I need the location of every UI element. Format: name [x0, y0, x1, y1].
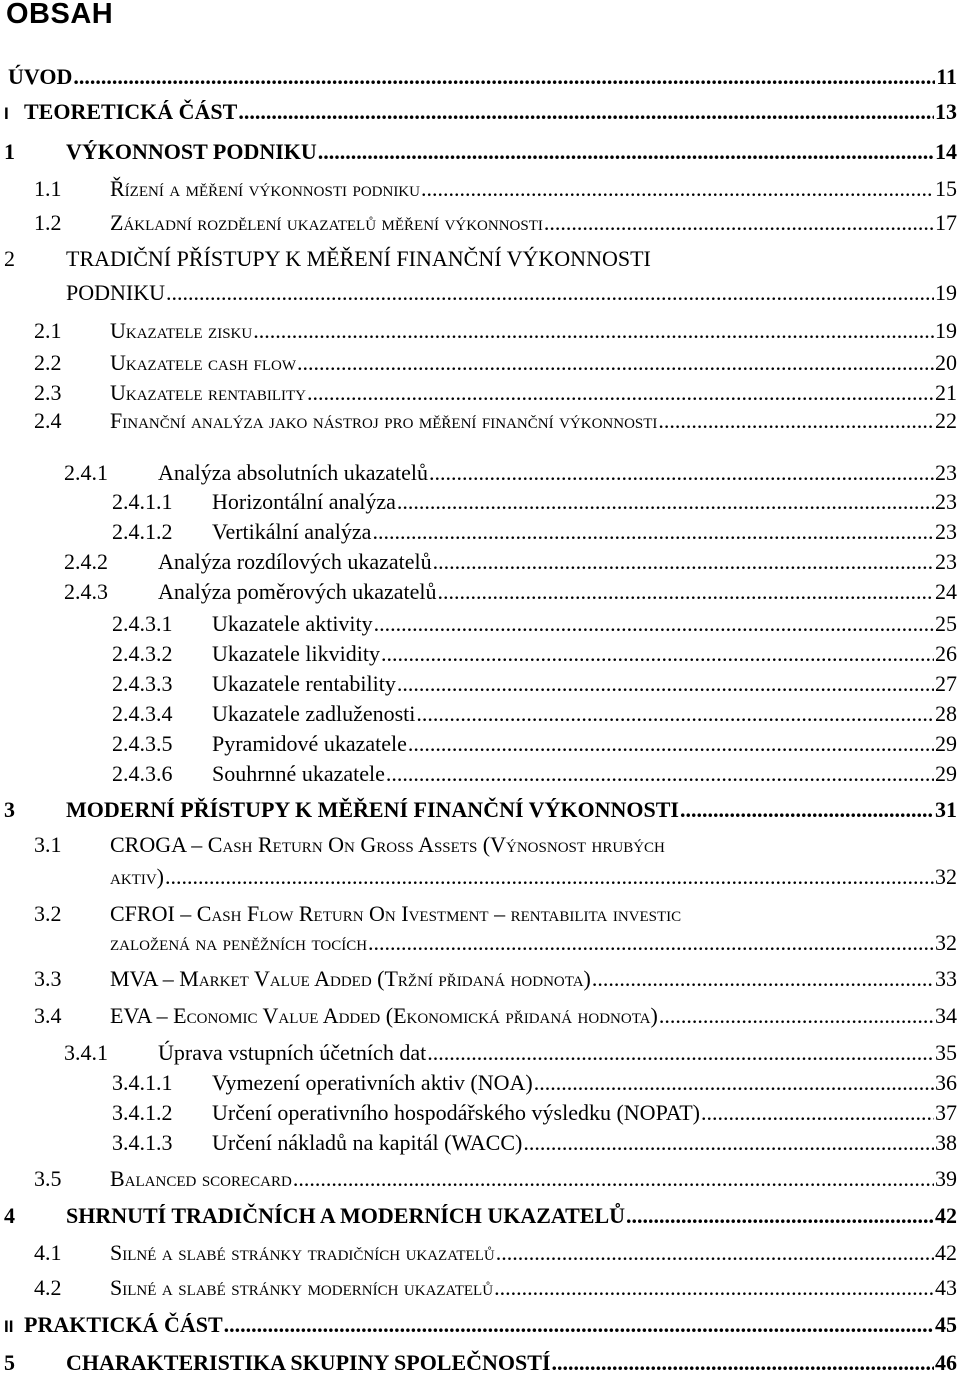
toc-entry-number: 5 — [4, 1350, 15, 1375]
toc-entry-number: 3.4.1.2 — [112, 1100, 173, 1125]
toc-entry-3-5[interactable] — [34, 1166, 957, 1192]
toc-entry-number: 3.1 — [34, 832, 62, 857]
toc-entry-number: 1 — [4, 139, 15, 164]
dot-leader — [397, 671, 934, 697]
toc-entry-i[interactable] — [4, 99, 957, 127]
toc-entry-page-number: 24 — [935, 579, 957, 604]
toc-entry-2-4-3-5[interactable] — [112, 731, 957, 757]
dot-leader — [408, 731, 934, 757]
toc-entry-page-number: 23 — [935, 519, 957, 544]
toc-entry-number: 2.3 — [34, 380, 62, 405]
toc-entry-title: Ukazatele zadluženosti — [212, 701, 416, 726]
toc-entry-number: 3.5 — [34, 1166, 62, 1191]
toc-entry-2-4-3-2[interactable] — [112, 641, 957, 667]
toc-entry-3[interactable] — [4, 797, 957, 823]
dot-leader — [438, 579, 934, 605]
toc-entry-number: II — [4, 1317, 14, 1336]
toc-entry-title: CROGA – Cash Return On Gross Assets (Výnosnost hrubých — [110, 832, 665, 857]
toc-entry-number: 1.1 — [34, 176, 62, 201]
dot-leader — [397, 489, 934, 515]
toc-entry-page-number: 11 — [936, 64, 957, 89]
toc-entry-number: 2.4.1 — [64, 460, 108, 485]
toc-entry-title: Vertikální analýza — [212, 519, 372, 544]
toc-entry-2-4-3-6[interactable] — [112, 761, 957, 787]
toc-entry-page-number: 27 — [935, 671, 957, 696]
dot-leader — [429, 460, 934, 486]
toc-entry-page-number: 32 — [935, 864, 957, 889]
toc-entry-number: 1.2 — [34, 210, 62, 235]
toc-entry-number: 2 — [4, 246, 15, 271]
toc-entry-2-4-1-2[interactable] — [112, 519, 957, 545]
toc-entry-first-line — [34, 901, 681, 927]
toc-entry-page-number: 23 — [935, 489, 957, 514]
toc-entry-page-number: 26 — [935, 641, 957, 666]
toc-entry-page-number: 43 — [935, 1275, 957, 1300]
toc-entry-3-4-1-1[interactable] — [112, 1070, 957, 1096]
toc-entry-number: 2.4.3.4 — [112, 701, 173, 726]
toc-entry-title: SHRNUTÍ TRADIČNÍCH A MODERNÍCH UKAZATELŮ — [66, 1203, 626, 1228]
toc-entry-page-number: 23 — [935, 549, 957, 574]
dot-leader — [494, 1275, 934, 1301]
dot-leader — [592, 966, 934, 992]
toc-entry-page-number: 39 — [935, 1166, 957, 1191]
toc-entry-page-number: 14 — [935, 139, 957, 164]
toc-entry-title-continued: založená na peněžních tocích — [110, 930, 368, 955]
dot-leader — [368, 930, 934, 956]
toc-entry-2-4-1-1[interactable] — [112, 489, 957, 515]
toc-entry-3-4-1[interactable] — [64, 1040, 957, 1066]
toc-entry-title: Analýza absolutních ukazatelů — [158, 460, 429, 485]
toc-entry-title: EVA – Economic Value Added (Ekonomická přidaná hodnota) — [110, 1003, 658, 1028]
toc-entry-number: 2.4.2 — [64, 549, 108, 574]
toc-entry-title: Ukazatele cash flow — [110, 350, 297, 375]
toc-entry-page-number: 21 — [935, 380, 957, 405]
toc-entry-page-number: 28 — [935, 701, 957, 726]
toc-entry-2-1[interactable] — [34, 318, 957, 344]
dot-leader — [372, 519, 934, 545]
toc-entry-3-4-1-2[interactable] — [112, 1100, 957, 1126]
page-title: OBSAH — [6, 0, 114, 30]
toc-entry-page-number: 42 — [935, 1203, 957, 1228]
dot-leader — [544, 210, 934, 236]
toc-entry-page-number: 31 — [935, 797, 957, 822]
toc-entry-1[interactable] — [4, 139, 957, 165]
dot-leader — [238, 99, 934, 125]
toc-entry-number: 3.4.1 — [64, 1040, 108, 1065]
toc-entry-title: Ukazatele rentability — [212, 671, 396, 696]
toc-entry-title-continued: aktiv) — [110, 864, 164, 889]
toc-entry-3-3[interactable] — [34, 966, 957, 992]
toc-entry-4-2[interactable] — [34, 1275, 957, 1301]
toc-entry-page-number: 35 — [935, 1040, 957, 1065]
toc-entry-title: CHARAKTERISTIKA SKUPINY SPOLEČNOSTÍ — [66, 1350, 551, 1375]
toc-entry-page-number: 46 — [935, 1350, 957, 1375]
toc-entry-1-2[interactable] — [34, 210, 957, 236]
toc-entry-title: MVA – Market Value Added (Tržní přidaná hodnota) — [110, 966, 591, 991]
toc-entry-number: 2.4.3.1 — [112, 611, 173, 636]
toc-entry-title: ÚVOD — [8, 64, 73, 89]
toc-entry-title: Silné a slabé stránky tradičních ukazatelů — [110, 1240, 495, 1265]
dot-leader — [433, 549, 934, 575]
toc-entry-title: Silné a slabé stránky moderních ukazatelů — [110, 1275, 494, 1300]
toc-entry-3-2[interactable] — [110, 930, 957, 956]
toc-entry-title: Analýza poměrových ukazatelů — [158, 579, 437, 604]
toc-entry-number: 4 — [4, 1203, 15, 1228]
toc-entry-number: 4.2 — [34, 1275, 62, 1300]
toc-entry-number: 3 — [4, 797, 15, 822]
toc-entry-title: Vymezení operativních aktiv (NOA) — [212, 1070, 533, 1095]
toc-entry-title: Analýza rozdílových ukazatelů — [158, 549, 432, 574]
dot-leader — [658, 408, 934, 434]
toc-entry-number: 4.1 — [34, 1240, 62, 1265]
dot-leader — [421, 176, 934, 202]
dot-leader — [381, 641, 934, 667]
toc-entry-number: 3.2 — [34, 901, 62, 926]
toc-entry-title: Pyramidové ukazatele — [212, 731, 407, 756]
toc-entry-3-4[interactable] — [34, 1003, 957, 1029]
toc-entry-number: 2.4.1.1 — [112, 489, 173, 514]
toc-entry-page-number: 23 — [935, 460, 957, 485]
dot-leader — [680, 797, 934, 823]
toc-entry-title: Souhrnné ukazatele — [212, 761, 385, 786]
toc-entry-title: Řízení a měření výkonnosti podniku — [110, 176, 420, 201]
toc-entry-number: 2.4.1.2 — [112, 519, 173, 544]
toc-entry-title: Určení nákladů na kapitál (WACC) — [212, 1130, 523, 1155]
dot-leader — [659, 1003, 934, 1029]
toc-entry-page-number: 29 — [935, 731, 957, 756]
toc-entry-title: TRADIČNÍ PŘÍSTUPY K MĚŘENÍ FINANČNÍ VÝKONNOSTI — [66, 246, 651, 271]
toc-entry-page-number: 20 — [935, 350, 957, 375]
toc-entry-number: 3.4.1.3 — [112, 1130, 173, 1155]
dot-leader — [166, 280, 934, 306]
toc-entry-title: CFROI – Cash Flow Return On Ivestment – rentabilita investic — [110, 901, 682, 926]
toc-entry-title: PRAKTICKÁ ČÁST — [24, 1312, 223, 1337]
toc-entry-page-number: 19 — [935, 280, 957, 305]
toc-entry-page-number: 15 — [935, 176, 957, 201]
dot-leader — [293, 1166, 934, 1192]
toc-entry-title: Ukazatele zisku — [110, 318, 253, 343]
toc-entry-4[interactable] — [4, 1203, 957, 1229]
toc-entry-first-line — [34, 832, 665, 858]
dot-leader — [307, 380, 934, 406]
toc-entry-title: TEORETICKÁ ČÁST — [24, 99, 238, 124]
toc-entry-2-4[interactable] — [34, 408, 957, 434]
toc-entry-page-number: 34 — [935, 1003, 957, 1028]
dot-leader — [552, 1350, 934, 1376]
toc-entry-number: 2.1 — [34, 318, 62, 343]
toc-entry-number: I — [4, 104, 9, 123]
dot-leader — [253, 318, 934, 344]
toc-entry-2-4-3-3[interactable] — [112, 671, 957, 697]
dot-leader — [73, 64, 935, 90]
toc-entry-number: 3.4 — [34, 1003, 62, 1028]
toc-entry-2-2[interactable] — [34, 350, 957, 376]
toc-entry-title: Základní rozdělení ukazatelů měření výkonnosti — [110, 210, 543, 235]
toc-entry-page-number: 36 — [935, 1070, 957, 1095]
toc-entry-title: Ukazatele likvidity — [212, 641, 380, 666]
dot-leader — [626, 1203, 934, 1229]
dot-leader — [374, 611, 934, 637]
toc-entry-title: Balanced scorecard — [110, 1166, 292, 1191]
toc-entry-page-number: 22 — [935, 408, 957, 433]
toc-entry-uvod[interactable] — [4, 64, 957, 90]
toc-entry-3-4-1-3[interactable] — [112, 1130, 957, 1156]
toc-entry-2-4-1[interactable] — [64, 460, 957, 486]
toc-entry-page-number: 25 — [935, 611, 957, 636]
toc-entry-title: Určení operativního hospodářského výsledku (NOPAT) — [212, 1100, 700, 1125]
toc-entry-page-number: 42 — [935, 1240, 957, 1265]
dot-leader — [318, 139, 934, 165]
toc-entry-page-number: 37 — [935, 1100, 957, 1125]
dot-leader — [523, 1130, 934, 1156]
toc-entry-2[interactable] — [66, 280, 957, 306]
dot-leader — [496, 1240, 934, 1266]
toc-entry-5[interactable] — [4, 1350, 957, 1376]
toc-entry-first-line — [4, 246, 651, 272]
dot-leader — [224, 1312, 934, 1338]
toc-entry-page-number: 19 — [935, 318, 957, 343]
toc-entry-title: Horizontální analýza — [212, 489, 396, 514]
toc-entry-number: 2.2 — [34, 350, 62, 375]
toc-entry-number: 2.4.3.2 — [112, 641, 173, 666]
toc-entry-number: 3.3 — [34, 966, 62, 991]
dot-leader — [386, 761, 934, 787]
toc-entry-2-4-2[interactable] — [64, 549, 957, 575]
dot-leader — [427, 1040, 934, 1066]
dot-leader — [165, 864, 934, 890]
toc-entry-title: MODERNÍ PŘÍSTUPY K MĚŘENÍ FINANČNÍ VÝKONNOSTI — [66, 797, 679, 822]
toc-entry-number: 2.4.3 — [64, 579, 108, 604]
dot-leader — [534, 1070, 934, 1096]
toc-entry-2-3[interactable] — [34, 380, 957, 406]
toc-entry-number: 2.4 — [34, 408, 62, 433]
toc-entry-page-number: 45 — [935, 1312, 957, 1337]
toc-entry-number: 2.4.3.3 — [112, 671, 173, 696]
toc-entry-title-continued: PODNIKU — [66, 280, 165, 305]
toc-entry-number: 3.4.1.1 — [112, 1070, 173, 1095]
toc-entry-ii[interactable] — [4, 1312, 957, 1340]
toc-entry-2-4-3-4[interactable] — [112, 701, 957, 727]
toc-entry-page-number: 33 — [935, 966, 957, 991]
toc-entry-3-1[interactable] — [110, 864, 957, 890]
toc-entry-page-number: 32 — [935, 930, 957, 955]
dot-leader — [701, 1100, 934, 1126]
toc-entry-4-1[interactable] — [34, 1240, 957, 1266]
toc-entry-title: Ukazatele aktivity — [212, 611, 373, 636]
toc-entry-2-4-3[interactable] — [64, 579, 957, 605]
toc-entry-title: VÝKONNOST PODNIKU — [66, 139, 317, 164]
toc-entry-number: 2.4.3.5 — [112, 731, 173, 756]
toc-entry-1-1[interactable] — [34, 176, 957, 202]
toc-entry-number: 2.4.3.6 — [112, 761, 173, 786]
dot-leader — [297, 350, 934, 376]
toc-entry-title: Ukazatele rentability — [110, 380, 306, 405]
toc-entry-title: Úprava vstupních účetních dat — [158, 1040, 427, 1065]
toc-entry-page-number: 29 — [935, 761, 957, 786]
toc-entry-2-4-3-1[interactable] — [112, 611, 957, 637]
toc-entry-page-number: 38 — [935, 1130, 957, 1155]
toc-entry-page-number: 17 — [935, 210, 957, 235]
toc-entry-title: Finanční analýza jako nástroj pro měření finanční výkonnosti — [110, 408, 658, 433]
toc-entry-page-number: 13 — [935, 99, 957, 124]
dot-leader — [416, 701, 934, 727]
